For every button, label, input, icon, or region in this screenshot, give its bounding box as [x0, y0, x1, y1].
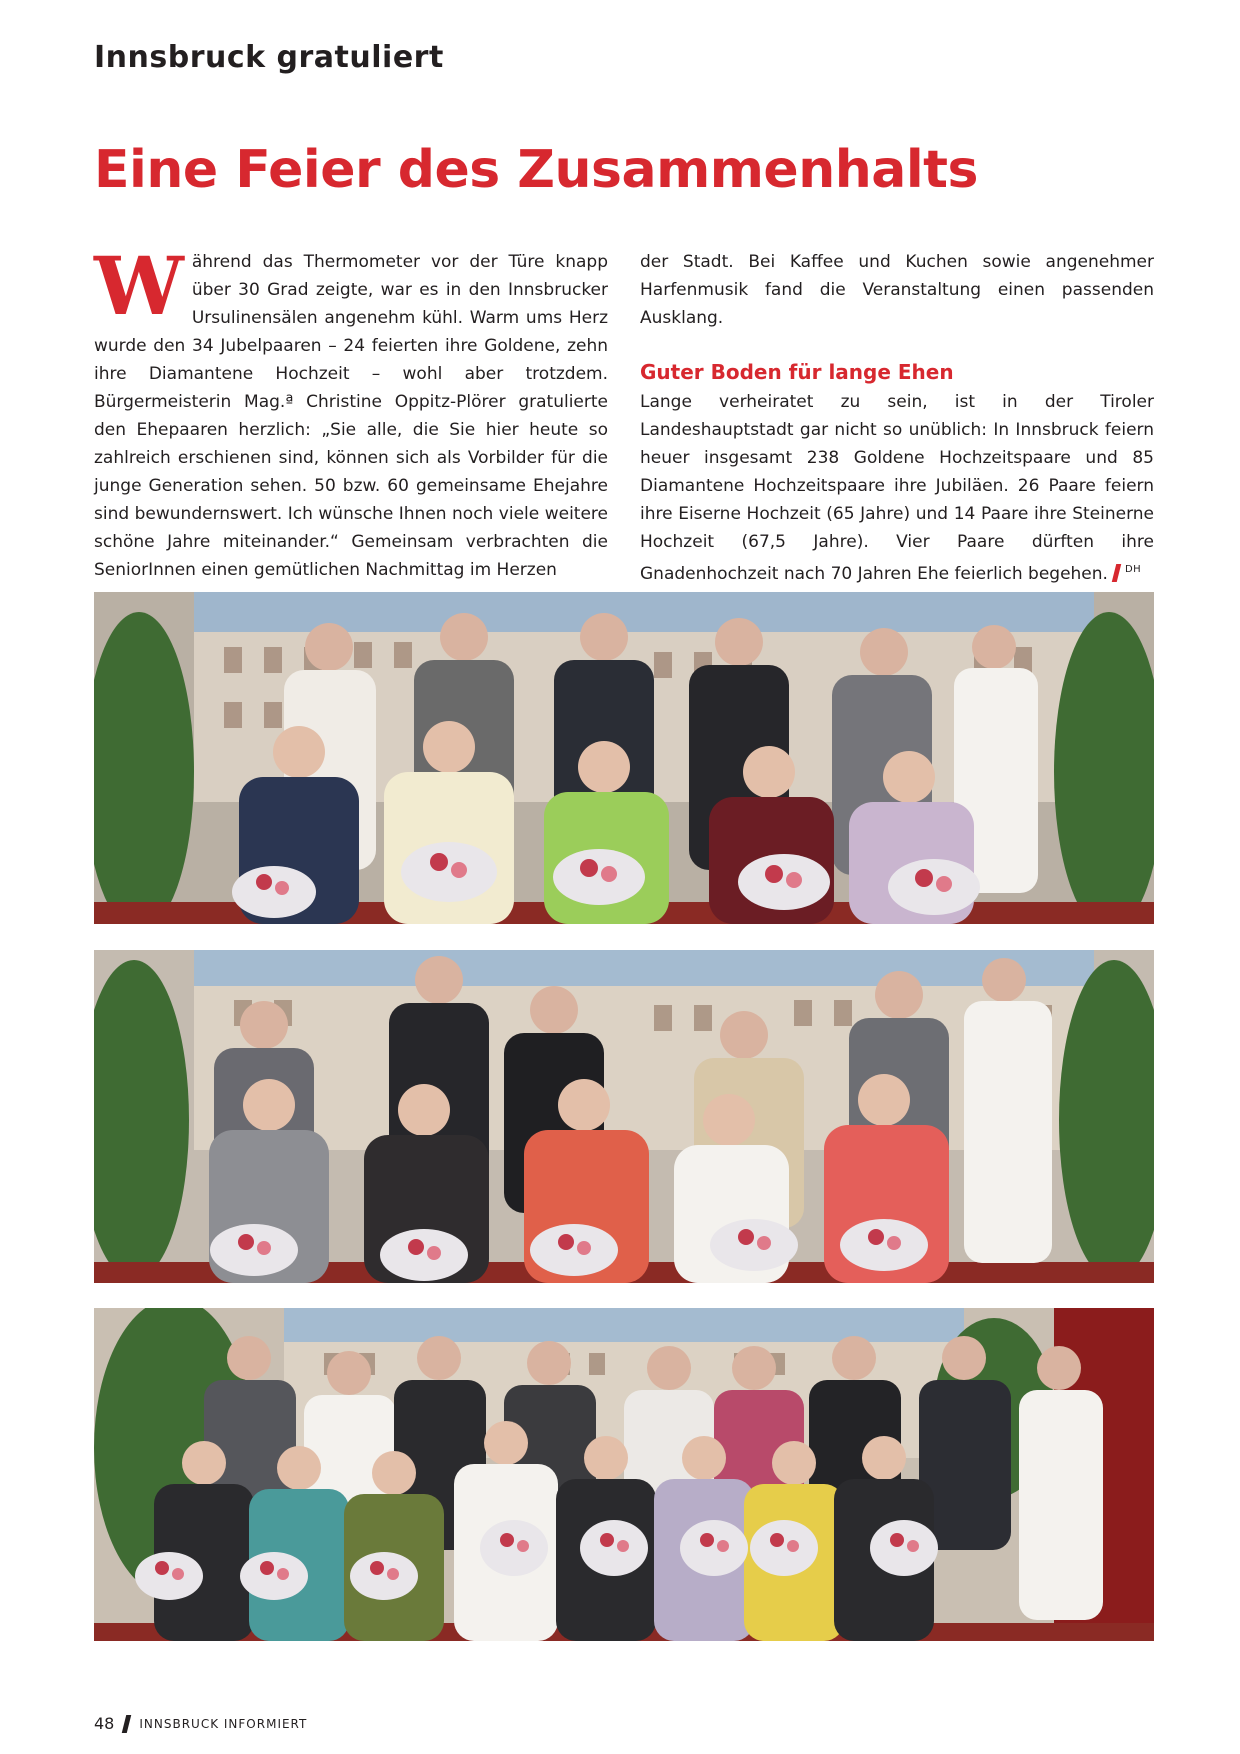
group-photo-2: [94, 950, 1154, 1283]
group-photo-1: [94, 592, 1154, 924]
article-column-left: [94, 239, 608, 584]
article-column-right: [640, 248, 1154, 588]
sub-text: Lange verheiratet zu sein, ist in der Tiroler Landeshauptstadt gar nicht so unüblich: In Innsbruck feiern heuer insgesamt 238 Goldene Hochzeitspaare und 85 Diamantene Hochzeitspaare ihre Jubiläen. 26 Paare feiern ihre Eiserne Hochzeit (65 Jahre) und 14 Paare ihre Steinerne Hochzeit (67,5 Jahre). Vier Paare dürften ihre Gnadenhochzeit nach 70 Jahren Ehe feierlich begehen.: [640, 392, 1154, 584]
intro-text: ährend das Thermometer vor der Türe knapp über 30 Grad zeigte, war es in den Innsbrucker Ursulinensälen angenehm kühl. Warm ums Herz wurde den 34 Jubelpaaren – 24 feierten ihre Goldene, zehn ihre Diamantene Hochzeit – wohl aber trotzdem. Bürgermeisterin Mag.ª Christine Oppitz-Plörer gratulierte den Ehepaaren herzlich: „Sie alle, die Sie hier heute so zahlreich erschienen sind, können sich als Vorbilder für die junge Generation sehen. 50 bzw. 60 gemeinsame Ehejahre sind bewundernswert. Ich wünsche Ihnen noch viele weitere schöne Jahre miteinander.“ Gemeinsam verbrachten die SeniorInnen einen gemütlichen Nachmittag im Herzen: [94, 252, 608, 580]
group-photo-3: [94, 1308, 1154, 1641]
author-initials: DH: [1124, 564, 1142, 575]
publication-name: INNSBRUCK INFORMIERT: [139, 1716, 308, 1731]
subheading: Guter Boden für lange Ehen: [640, 360, 954, 384]
dropcap: W: [94, 239, 184, 333]
headline: Eine Feier des Zusammenhalts: [94, 140, 978, 200]
page-number: 48: [94, 1714, 115, 1733]
page-footer: [94, 1714, 307, 1733]
footer-slash: [122, 1715, 131, 1733]
article-continuation: der Stadt. Bei Kaffee und Kuchen sowie angenehmer Harfenmusik fand die Veranstaltung einen passenden Ausklang.: [640, 252, 1154, 328]
end-mark: [1112, 564, 1121, 582]
article-intro: [94, 239, 608, 584]
article-body: [640, 388, 1154, 588]
section-kicker: Innsbruck gratuliert: [94, 40, 444, 75]
